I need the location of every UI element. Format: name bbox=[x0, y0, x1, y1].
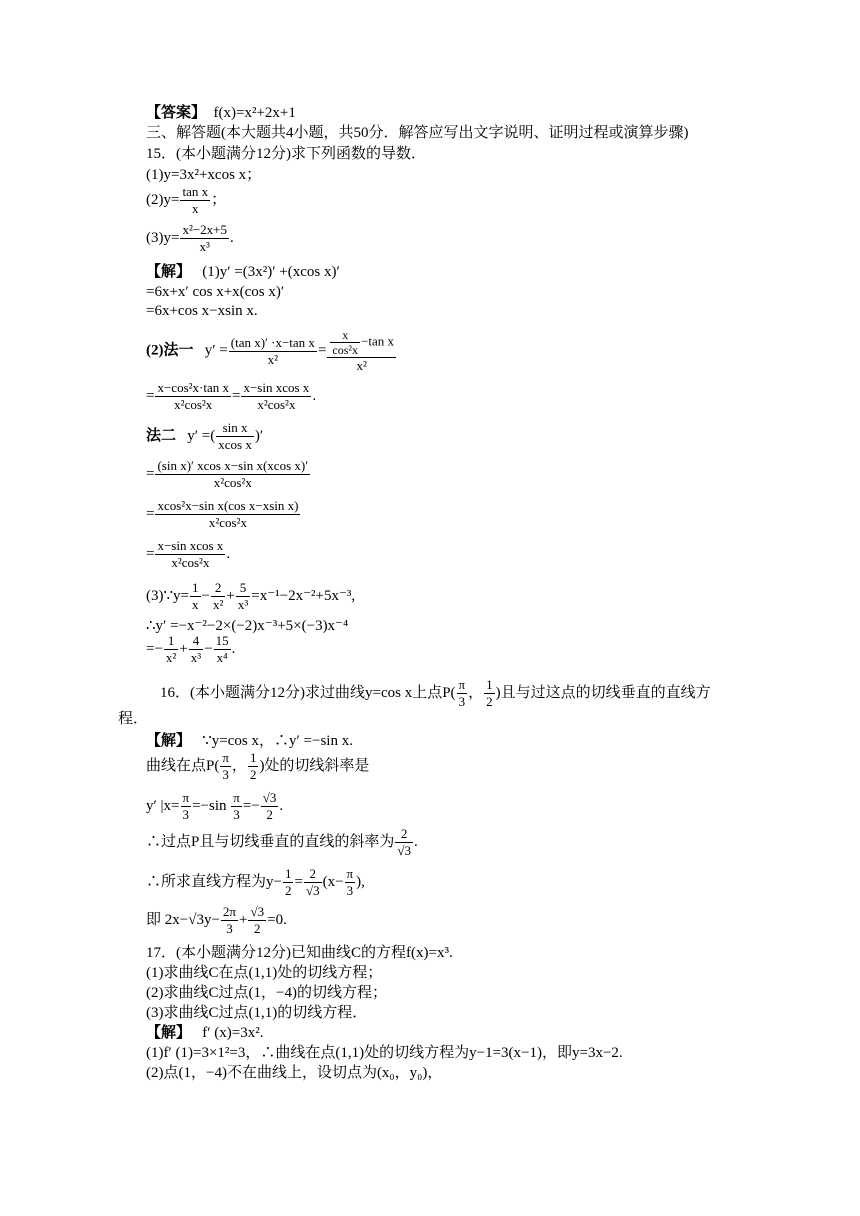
q17-part2: (2)求曲线C过点(1，−4)的切线方程； bbox=[146, 985, 387, 1001]
q15-part2: (2)y= $\frac{\text{tan x}}{x}$ ； bbox=[146, 184, 227, 216]
q15-sol-3a: (3)∵y= $\frac{1}{x}$ − $\frac{2}{\text{x²}}$ + $\frac{5}{\text{x³}}$ =x⁻¹−2x⁻²+5x⁻³, bbox=[146, 580, 356, 612]
fraction: $\frac{\text{x−sin xcos x}}{\text{x²cos²x}}$ bbox=[157, 538, 224, 570]
fraction: $\frac{\text{(sin x)′ xcos x−sin x(xcos x)′}}{\text{x²cos²x}}$ bbox=[157, 458, 309, 490]
fraction: $\frac{\text{(tan x)′ ·x−tan x}}{\text{x²}}$ bbox=[230, 334, 315, 367]
q16-sol-c: y′ |x= $\frac{\pi}{3}$ =−sin $\frac{\pi}{3}$ =− $\frac{√3}{2}$ . bbox=[146, 790, 284, 822]
q17-sol-c: (2)点(1，−4)不在曲线上，设切点为(x₀，y₀)， bbox=[146, 1065, 443, 1081]
q16-stem-cont: 程． bbox=[118, 711, 149, 727]
q16-stem: 16．(本小题满分12分)求过曲线y=cos x上点P( $\frac{\pi}{3}$ ， $\frac{1}{2}$ )且与过这点的切线垂直的直线方 bbox=[160, 677, 711, 709]
q17-sol-b: (1)f′ (1)=3×1²=3，∴曲线在点(1,1)处的切线方程为y−1=3(x−1)，即y=3x−2. bbox=[146, 1045, 623, 1061]
q15-sol-3c: =− $\frac{1}{\text{x²}}$ + $\frac{4}{\text{x³}}$ − $\frac{15}{\text{x⁴}}$ . bbox=[146, 633, 236, 665]
q15-method2-a: = $\frac{\text{(sin x)′ xcos x−sin x(xcos x)′}}{\text{x²cos²x}}$ bbox=[146, 458, 309, 490]
q16-sol-e: ∴所求直线方程为y− $\frac{1}{2}$ = $\frac{2}{√3}$ (x− $\frac{\pi}{3}$ ), bbox=[146, 866, 365, 898]
q17-part3: (3)求曲线C过点(1,1)的切线方程． bbox=[146, 1005, 368, 1021]
q15-sol-3b: ∴y′ =−x⁻²−2×(−2)x⁻³+5×(−3)x⁻⁴ bbox=[146, 618, 349, 634]
q15-method2-c: = $\frac{\text{x−sin xcos x}}{\text{x²cos²x}}$ . bbox=[146, 538, 231, 570]
solution-tag: 【解】 bbox=[146, 733, 192, 749]
fraction: $\frac{\text{sin x}}{\text{xcos x}}$ bbox=[218, 420, 252, 452]
fraction: $\frac{\text{tan x}}{x}$ bbox=[182, 184, 209, 216]
answer-line bbox=[146, 104, 296, 122]
answer-text: f(x)=x²+2x+1 bbox=[213, 105, 296, 121]
q17-part1: (1)求曲线C在点(1,1)处的切线方程； bbox=[146, 965, 383, 981]
fraction: $\frac{\text{xcos²x−sin x(cos x−xsin x)}}{\text{x²cos²x}}$ bbox=[157, 498, 299, 530]
q16-sol-d: ∴过点P且与切线垂直的直线的斜率为 $\frac{2}{√3}$ . bbox=[146, 826, 418, 858]
q15-method2: 法二 y′ =( $\frac{\text{sin x}}{\text{xcos x}}$ )′ bbox=[146, 420, 264, 452]
q15-method1-result: = $\frac{\text{x−cos²x·tan x}}{\text{x²cos²x}}$ = $\frac{\text{x−sin xcos x}}{\text{x²cos²x}}$ . bbox=[146, 380, 317, 412]
answer-tag: 【答案】 bbox=[146, 105, 207, 121]
q17-stem: 17．(本小题满分12分)已知曲线C的方程f(x)=x³. bbox=[146, 945, 453, 961]
q17-sol-a: 【解】 f′ (x)=3x². bbox=[146, 1025, 264, 1041]
q16-sol-f: 即 2x−√3y− $\frac{2\pi}{3}$ + $\frac{√3}{2}$ =0. bbox=[146, 904, 287, 936]
section-title: 三、解答题(本大题共4小题，共50分．解答应写出文字说明、证明过程或演算步骤) bbox=[146, 125, 689, 141]
fraction: $\frac{\text{x−sin xcos x}}{\text{x²cos²x}}$ bbox=[243, 380, 310, 412]
nested-fraction: $\frac{x}{\text{cos²x}}$ −tan x x² bbox=[327, 328, 396, 374]
solution-tag: 【解】 bbox=[146, 1025, 192, 1041]
q15-sol-1b: =6x+x′ cos x+x(cos x)′ bbox=[146, 284, 285, 300]
q15-stem: 15．(本小题满分12分)求下列函数的导数． bbox=[146, 146, 426, 162]
fraction: $\frac{\text{x²−2x+5}}{\text{x³}}$ bbox=[182, 222, 228, 254]
q15-sol-1c: =6x+cos x−xsin x. bbox=[146, 303, 258, 319]
q15-sol-1a: 【解】 (1)y′ =(3x²)′ +(xcos x)′ bbox=[146, 264, 340, 280]
q15-method2-b: = $\frac{\text{xcos²x−sin x(cos x−xsin x)}}{\text{x²cos²x}}$ bbox=[146, 498, 299, 530]
q15-part1: (1)y=3x²+xcos x； bbox=[146, 167, 262, 183]
fraction: $\frac{\text{x−cos²x·tan x}}{\text{x²cos²x}}$ bbox=[157, 380, 229, 412]
solution-tag: 【解】 bbox=[146, 264, 192, 280]
q15-method1: (2)法一 y′ = $\frac{\text{(tan x)′ ·x−tan x}}{\text{x²}}$ = $\frac{x}{\text{cos²x}}$ −tan x x² bbox=[146, 328, 394, 373]
q16-sol-b: 曲线在点P( $\frac{\pi}{3}$ ， $\frac{1}{2}$ )处的切线斜率是 bbox=[146, 750, 370, 782]
q15-part3: (3)y= $\frac{\text{x²−2x+5}}{\text{x³}}$ . bbox=[146, 222, 234, 254]
q16-sol-a: 【解】 ∵y=cos x，∴y′ =−sin x. bbox=[146, 733, 353, 749]
